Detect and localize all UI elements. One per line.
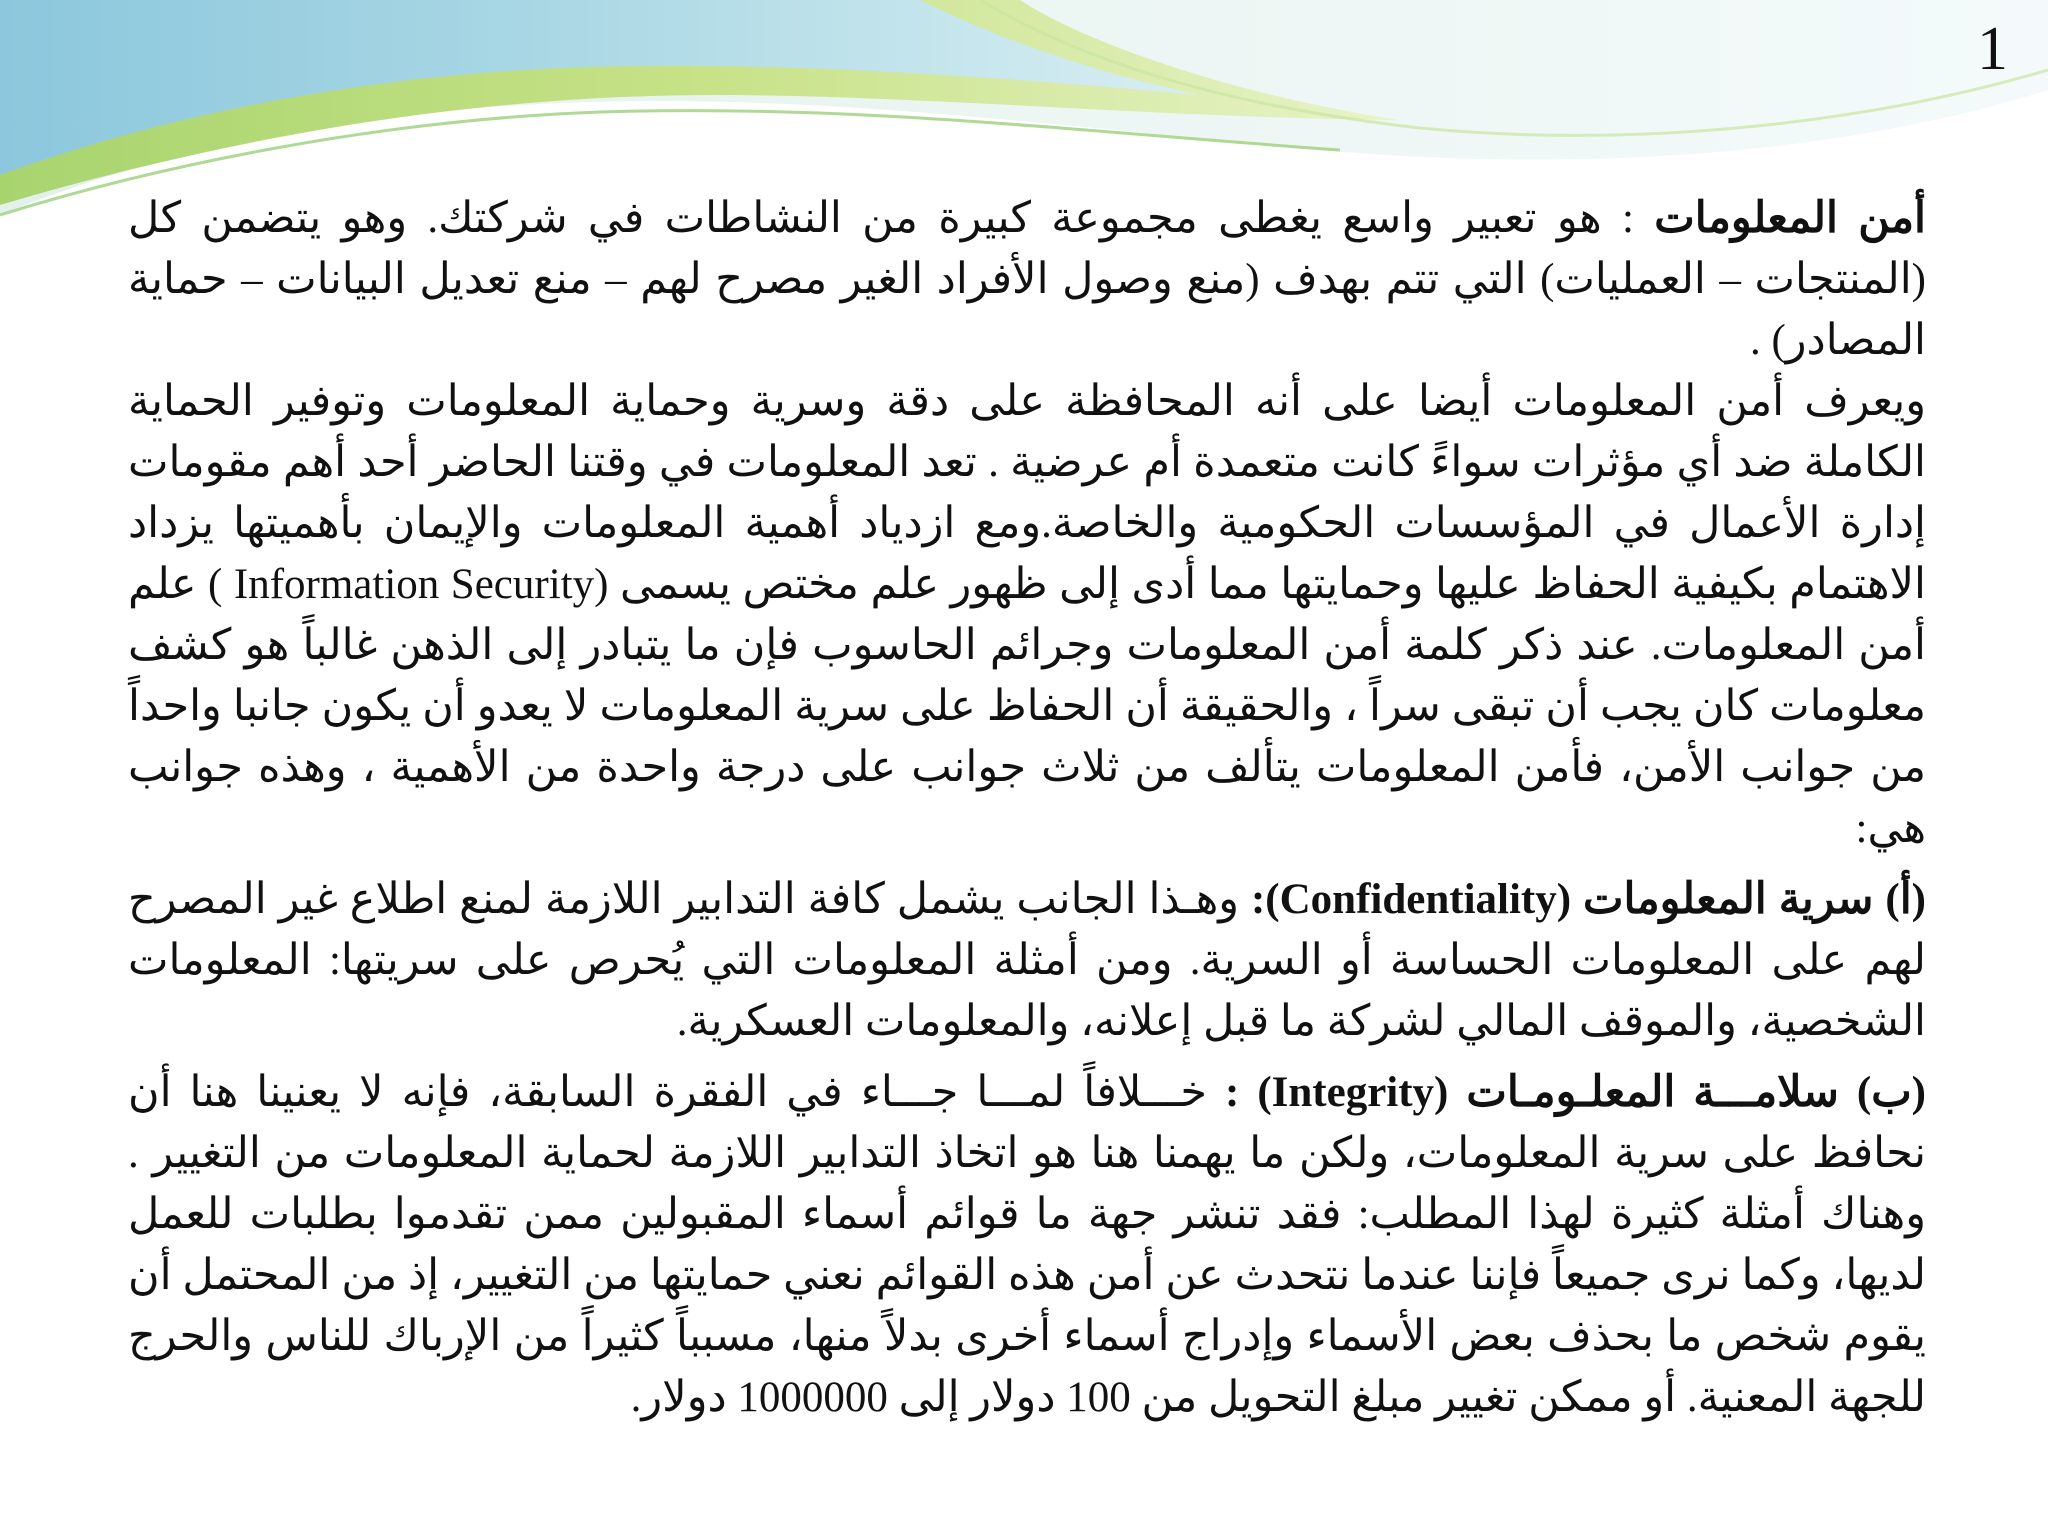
section-a-text: وهـذا الجانب يشمل كافة التدابير اللازمة لمنع اطلاع غير المصرح لهم على المعلومات الحساسة أو السرية. ومن أمثلة المعلومات التي يُحرص على سريتها: المعلومات الشخصية، والموقف المالي لشركة ما قبل إعلانه، والمعلومات العسكرية. [128, 876, 1926, 1045]
section-b-text: خـــلافاً لمـــا جـــاء في الفقرة السابقة، فإنه لا يعنينا هنا أن نحافظ على سرية المعلومات، ولكن ما يهمنا هنا هو اتخاذ التدابير اللازمة لحماية المعلومات من التغيير . وهناك أمثلة كثيرة لهذا المطلب: فقد تنشر جهة ما قوائم أسماء المقبولين ممن تقدموا بطلبات للعمل لديها، وكما نرى جميعاً فإننا عندما نتحدث عن أمن هذه القوائم نعني حمايتها من التغيير، إذ من المحتمل أن يقوم شخص ما بحذف بعض الأسماء وإدراج أسماء أخرى بدلاً منها، مسبباً كثيراً من الإرباك للناس والحرج للجهة المعنية. أو ممكن تغيير مبلغ التحويل من 100 دولار إلى 1000000 دولار. [128, 1069, 1926, 1421]
intro-term: أمن المعلومات [1654, 195, 1926, 242]
intro-english-term: Information Security [233, 561, 595, 608]
section-b-paragraph [128, 1062, 1926, 1428]
section-a-heading: (أ) سرية المعلومات (Confidentiality): [1250, 876, 1926, 923]
intro-body-after: ) علم أمن المعلومات. عند ذكر كلمة أمن المعلومات وجرائم الحاسوب فإن ما يتبادر إلى الذهن غالباً هو كشف معلومات كان يجب أن تبقى سراً ، والحقيقة أن الحفاظ على سرية المعلومات لا يعدو أن يكون جانبا واحداً من جوانب الأمن، فأمن المعلومات يتألف من ثلاث جوانب على درجة واحدة من الأهمية ، وهذه جوانب هي: [128, 561, 1926, 852]
section-a-paragraph [128, 869, 1926, 1052]
slide-number: 1 [1977, 15, 2008, 83]
intro-paragraph [128, 188, 1926, 859]
intro-body-before: ويعرف أمن المعلومات أيضا على أنه المحافظة على دقة وسرية وحماية المعلومات وتوفير الحماية الكاملة ضد أي مؤثرات سواءً كانت متعمدة أم عرضية . تعد المعلومات في وقتنا الحاضر أحد أهم مقومات إدارة الأعمال في المؤسسات الحكومية والخاصة.ومع ازدياد أهمية المعلومات والإيمان بأهميتها يزداد الاهتمام بكيفية الحفاظ عليها وحمايتها مما أدى إلى ظهور علم مختص يسمى ( [128, 378, 1926, 608]
slide-body [128, 188, 1926, 1428]
section-b-heading: (ب) سلامـــة المعلـومـات (Integrity) : [1224, 1069, 1927, 1116]
intro-definition: : هو تعبير واسع يغطى مجموعة كبيرة من النشاطات في شركتك. وهو يتضمن كل (المنتجات – العمليات) التي تتم بهدف (منع وصول الأفراد الغير مصرح لهم – منع تعديل البيانات – حماية المصادر) . [128, 195, 1926, 364]
